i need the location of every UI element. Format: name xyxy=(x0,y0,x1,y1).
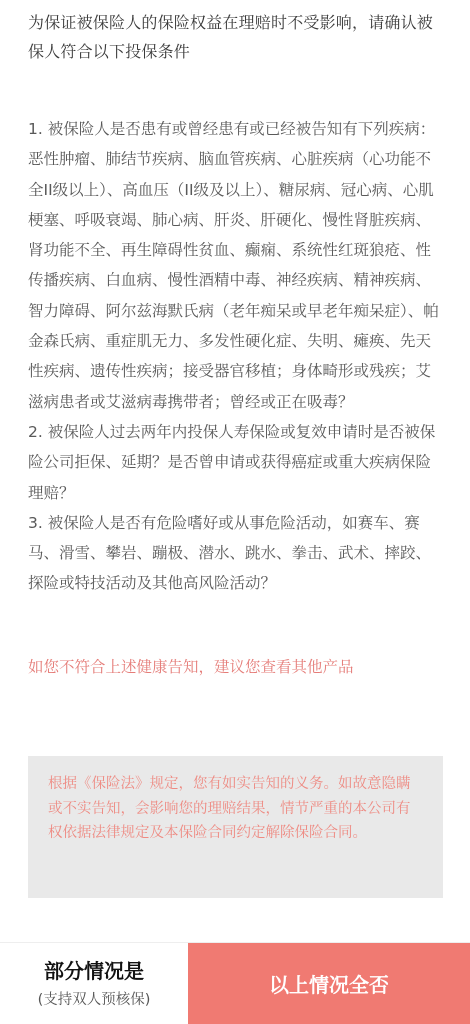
conditions-list xyxy=(28,114,442,599)
all-no-button[interactable]: 以上情况全否 xyxy=(188,943,470,1024)
intro-text: 为保证被保险人的保险权益在理赔时不受影响，请确认被保人符合以下投保条件 xyxy=(28,13,434,61)
legal-disclaimer-text: 根据《保险法》规定，您有如实告知的义务。如故意隐瞒或不实告知，会影响您的理赔结果，情节严重的本公司有权依据法律规定及本保险合同约定解除保险合同。 xyxy=(48,776,411,841)
condition-item-3: 3. 被保险人是否有危险嗜好或从事危险活动，如赛车、赛马、滑雪、攀岩、蹦极、潜水、跳水、拳击、武术、摔跤、探险或特技活动及其他高风险活动？ xyxy=(28,513,432,593)
not-eligible-notice: 如您不符合上述健康告知，建议您查看其他产品 xyxy=(28,657,354,676)
condition-item-2: 2. 被保险人过去两年内投保人寿保险或复效申请时是否被保险公司拒保、延期？是否曾申请或获得癌症或重大疾病保险理赔？ xyxy=(28,422,436,502)
partial-yes-subtitle: (支持双人预核保) xyxy=(37,991,151,1008)
condition-item-1: 1. 被保险人是否患有或曾经患有或已经被告知有下列疾病：恶性肿瘤、肺结节疾病、脑血管疾病、心脏疾病（心功能不全II级以上）、高血压（II级及以上）、糖尿病、冠心病、心肌梗塞、呼吸衰竭、肺心病、肝炎、肝硬化、慢性肾脏疾病、肾功能不全、再生障碍性贫血、癫痫、系统性红斑狼疮、性传播疾病、白血病、慢性酒精中毒、神经疾病、精神疾病、智力障碍、阿尔兹海默氏病（老年痴呆或早老年痴呆症）、帕金森氏病、重症肌无力、多发性硬化症、失明、瘫痪、先天性疾病、遗传性疾病；接受器官移植；身体畸形或残疾；艾滋病患者或艾滋病毒携带者；曾经或正在吸毒？ xyxy=(28,120,439,411)
legal-disclaimer-box xyxy=(28,756,443,898)
partial-yes-title: 部分情况是 xyxy=(44,958,144,983)
partial-yes-button[interactable] xyxy=(0,943,188,1024)
bottom-action-bar xyxy=(0,942,470,1024)
